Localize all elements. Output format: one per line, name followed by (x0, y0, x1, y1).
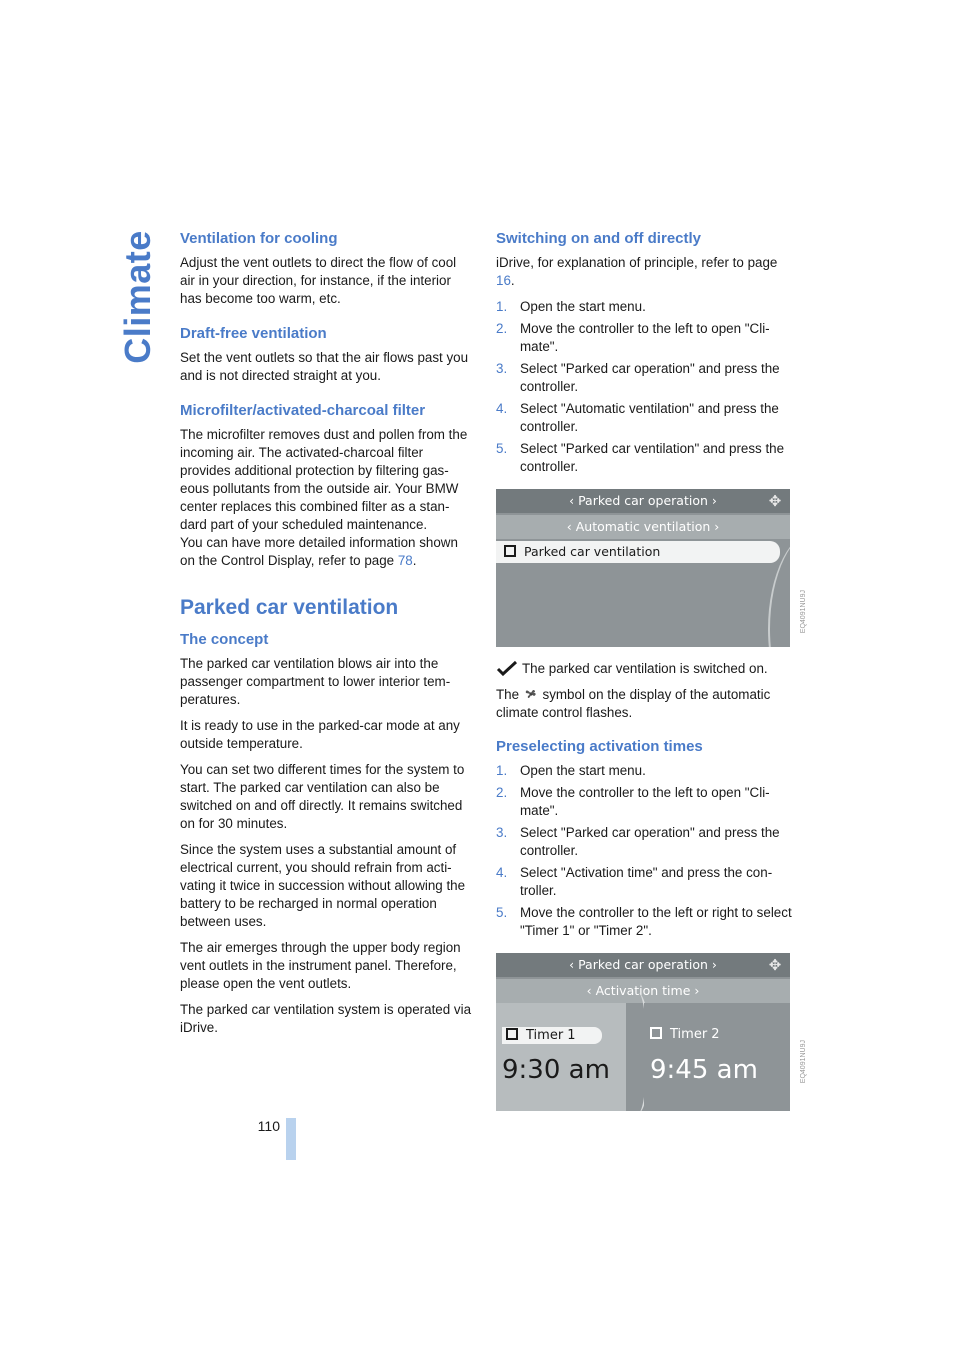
fan-icon (523, 687, 539, 701)
heading-parked-car-ventilation: Parked car ventilation (180, 596, 399, 619)
list-item: 4. Select "Activation time" and press the con-troller. (496, 865, 773, 898)
timer-1-panel (496, 1003, 626, 1111)
display-screenshot-activation-time (496, 953, 790, 1111)
steps-preselecting (496, 762, 792, 940)
image-code: EQ4091NU9J (800, 1040, 807, 1084)
fan-symbol-note: The symbol on the display of the automatic climate control flashes. (496, 687, 771, 720)
menu-bar-parked-car-operation: ‹ Parked car operation › ✥ (496, 489, 790, 513)
menu-bar-automatic-ventilation: ‹ Automatic ventilation › (496, 515, 790, 539)
page-marker-bar (286, 1118, 296, 1160)
controller-nav-icon: ✥ (768, 492, 782, 510)
timer-1-label: Timer 1 (502, 1027, 602, 1044)
concept-paragraph: You can set two different times for the system to start. The parked car ventilation can also be switched on and off directly. It remains switched on for 30 minutes. (180, 762, 465, 831)
checkbox-icon (504, 545, 516, 557)
timer-1-time: 9:30 am (502, 1055, 610, 1085)
list-item: 3. Select "Parked car operation" and press the controller. (496, 825, 780, 858)
heading-draft-free: Draft-free ventilation (180, 325, 327, 342)
text-draft-free: Set the vent outlets so that the air flows past you and is not directed straight at you. (180, 350, 469, 383)
controller-nav-icon: ✥ (768, 956, 782, 974)
heading-preselecting-activation: Preselecting activation times (496, 738, 703, 755)
menu-bar-parked-car-operation: ‹ Parked car operation › ✥ (496, 953, 790, 977)
chapter-title-text: Climate (117, 230, 158, 364)
page-link-78[interactable]: 78 (397, 553, 413, 568)
image-code: EQ4091NU9J (800, 590, 807, 634)
list-item: 5. Move the controller to the left or right to select "Timer 1" or "Timer 2". (496, 905, 792, 938)
list-item: 4. Select "Automatic ventilation" and press the controller. (496, 401, 779, 434)
heading-ventilation-cooling: Ventilation for cooling (180, 230, 338, 247)
concept-paragraph: The air emerges through the upper body region vent outlets in the instrument panel. Therefore, please open the vent outlets. (180, 940, 461, 991)
heading-switching-on-off: Switching on and off directly (496, 230, 702, 247)
checkbox-icon (506, 1028, 518, 1040)
list-item: 1. Open the start menu. (496, 763, 646, 778)
checkmark-icon (496, 660, 518, 676)
menu-bar-activation-time: ‹ Activation time › (496, 979, 790, 1003)
text-ventilation-cooling: Adjust the vent outlets to direct the flow of cool air in your direction, for instance, if the interior has become too warm, etc. (180, 255, 457, 306)
concept-paragraph: Since the system uses a substantial amount of electrical current, you should refrain from acti-vating it twice in succession without allowing the battery to be recharged in normal operation between uses. (180, 842, 466, 929)
section-ventilation-cooling (180, 230, 472, 308)
timer-2-time: 9:45 am (650, 1055, 758, 1085)
page-link-16[interactable]: 16 (496, 273, 511, 288)
right-column (496, 230, 792, 1124)
section-concept (180, 631, 472, 1037)
timer-2-panel (644, 1003, 790, 1111)
list-item: 1. Open the start menu. (496, 299, 646, 314)
list-item: 3. Select "Parked car operation" and press the controller. (496, 361, 780, 394)
section-microfilter (180, 402, 472, 570)
section-draft-free (180, 325, 472, 385)
chapter-side-title (118, 232, 158, 362)
list-item: 2. Move the controller to the left to open "Cli-mate". (496, 321, 770, 354)
timer-2-label: Timer 2 (650, 1027, 720, 1042)
concept-paragraph: It is ready to use in the parked-car mode at any outside temperature. (180, 718, 460, 751)
text-microfilter-more: You can have more detailed information shown on the Control Display, refer to page 78. (180, 535, 458, 568)
left-column (180, 230, 472, 1045)
heading-microfilter: Microfilter/activated-charcoal filter (180, 402, 426, 419)
list-item: 5. Select "Parked car ventilation" and press the controller. (496, 441, 785, 474)
text-microfilter: The microfilter removes dust and pollen from the incoming air. The activated-charcoal filter provides additional protection by filtering gas-eous pollutants from the outside air. Your BMW center replaces this combined filter as a stan-dard part of your scheduled maintenance. (180, 427, 468, 532)
concept-paragraph: The parked car ventilation blows air into the passenger compartment to lower interior tem-peratures. (180, 656, 451, 707)
menu-item-parked-car-ventilation: Parked car ventilation (496, 541, 780, 563)
heading-concept: The concept (180, 631, 269, 648)
checkbox-icon (650, 1027, 662, 1039)
steps-switching (496, 298, 792, 476)
concept-paragraph: The parked car ventilation system is operated via iDrive. (180, 1002, 472, 1035)
page-number: 110 (257, 1118, 280, 1134)
text-idrive-reference: iDrive, for explanation of principle, refer to page 16. (496, 255, 778, 288)
check-note: The parked car ventilation is switched on. (496, 660, 792, 678)
list-item: 2. Move the controller to the left to open "Cli-mate". (496, 785, 770, 818)
display-screenshot-parked-car-ventilation (496, 489, 790, 647)
